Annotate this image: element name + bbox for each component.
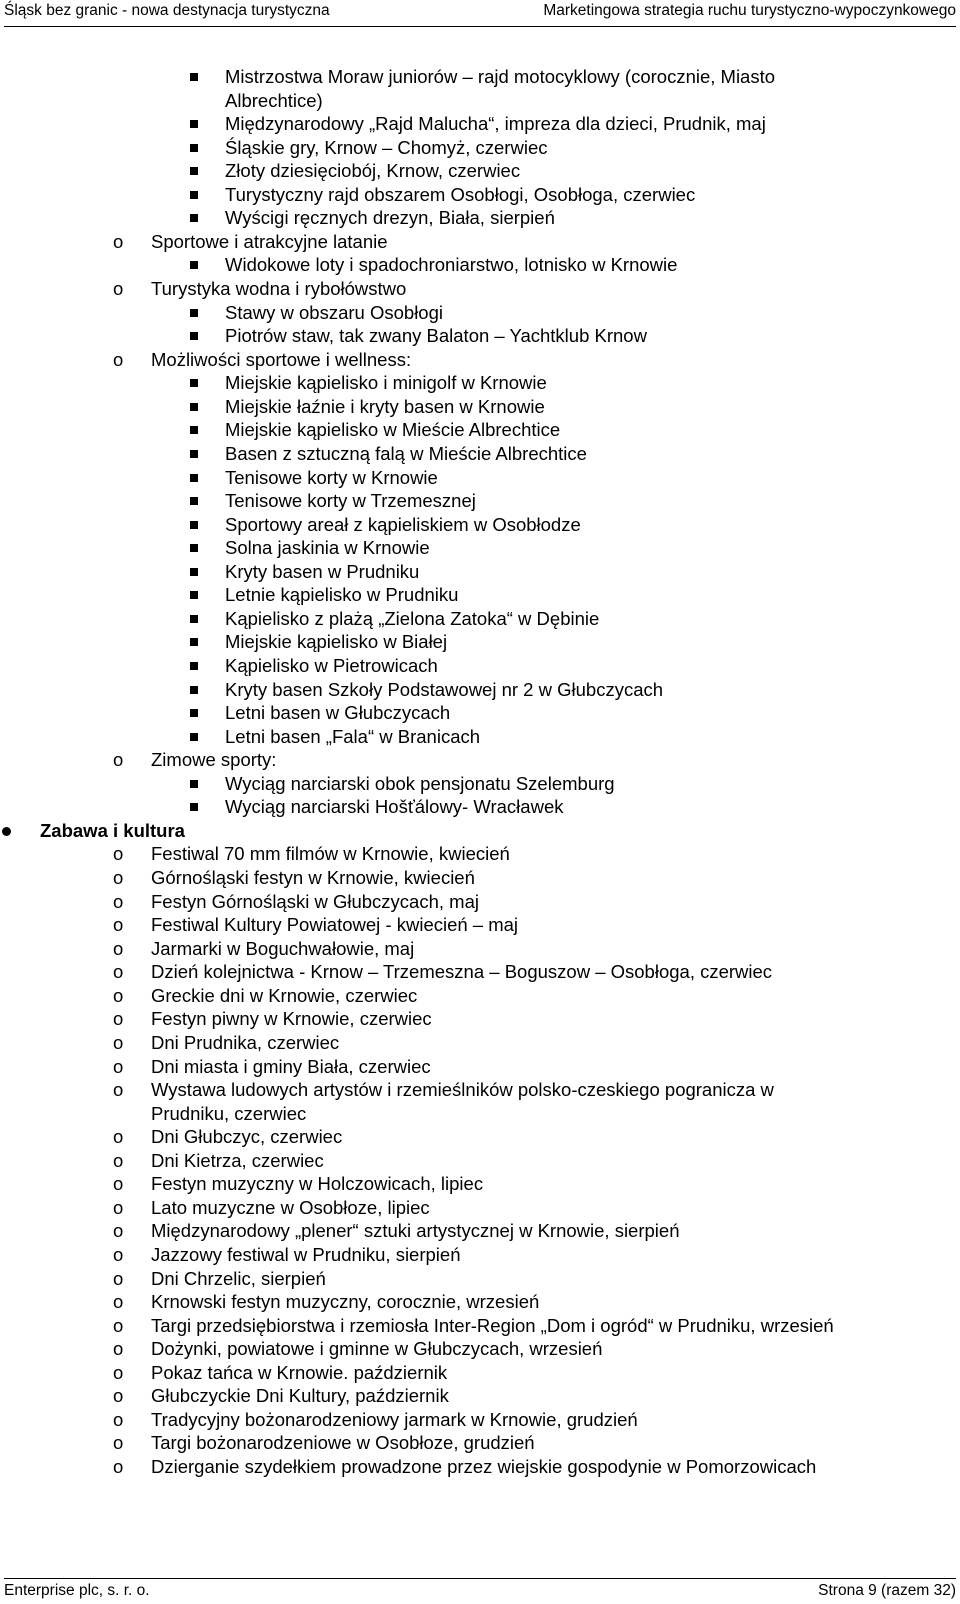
list-item-level-1 [0, 820, 960, 842]
list-item-level-3 [0, 537, 960, 559]
circle-bullet-icon: o [113, 1196, 124, 1218]
circle-bullet-icon: o [113, 937, 124, 959]
list-item-level-2 [0, 867, 960, 889]
list-item-text: Wyciąg narciarski Hošťálowy- Wracławek [225, 796, 564, 818]
list-item-level-2 [0, 1432, 960, 1454]
list-item-level-2 [0, 1150, 960, 1172]
square-bullet-icon [190, 403, 198, 411]
list-item-text: Targi bożonarodzeniowe w Osobłoze, grudzień [151, 1432, 535, 1454]
disc-bullet-icon [2, 827, 11, 836]
list-item-text: Stawy w obszaru Osobłogi [225, 301, 443, 323]
square-bullet-icon [190, 379, 198, 387]
footer-company: Enterprise plc, s. r. o. [4, 1582, 150, 1599]
list-item-text: Prudniku, czerwiec [151, 1102, 307, 1124]
circle-bullet-icon: o [113, 348, 124, 370]
circle-bullet-icon: o [113, 1008, 124, 1030]
list-item-text: Festyn piwny w Krnowie, czerwiec [151, 1008, 432, 1030]
list-item-level-2 [0, 1079, 960, 1101]
list-item-level-2 [0, 1315, 960, 1337]
circle-bullet-icon: o [113, 984, 124, 1006]
square-bullet-icon [190, 474, 198, 482]
list-item-text: Letnie kąpielisko w Prudniku [225, 584, 459, 606]
list-item-text: Targi przedsiębiorstwa i rzemiosła Inter-Region „Dom i ogród“ w Prudniku, wrzesień [151, 1314, 834, 1336]
list-item-text: Kąpielisko w Pietrowicach [225, 655, 438, 676]
list-item-level-3 [0, 631, 960, 653]
list-item-level-3 [0, 467, 960, 489]
list-item-text: Jarmarki w Boguchwałowie, maj [151, 937, 415, 959]
list-item-text: Międzynarodowy „plener“ sztuki artystycznej w Krnowie, sierpień [151, 1220, 680, 1242]
circle-bullet-icon: o [113, 1031, 124, 1053]
list-item-level-3 [0, 419, 960, 441]
circle-bullet-icon: o [113, 1385, 124, 1407]
list-item-text: Turystyka wodna i rybołówstwo [151, 278, 407, 300]
header-title-right: Marketingowa strategia ruchu turystyczno-wypoczynkowego [543, 2, 956, 19]
list-item-text: Solna jaskinia w Krnowie [225, 537, 430, 559]
list-item-text: Kryty basen Szkoły Podstawowej nr 2 w Głubczycach [225, 678, 664, 700]
list-item-level-3 [0, 726, 960, 748]
circle-bullet-icon: o [113, 1338, 124, 1360]
list-item-text: Głubczyckie Dni Kultury, październik [151, 1385, 449, 1407]
list-item-level-3 [0, 325, 960, 347]
list-item-text: Widokowe loty i spadochroniarstwo, lotnisko w Krnowie [225, 254, 678, 276]
list-item-text: Jazzowy festiwal w Prudniku, sierpień [151, 1244, 461, 1265]
list-item-level-2 [0, 985, 960, 1007]
list-item-level-2 [0, 914, 960, 936]
circle-bullet-icon: o [113, 1267, 124, 1289]
list-item-level-2 [0, 349, 960, 371]
list-item-text: Górnośląski festyn w Krnowie, kwiecień [151, 867, 475, 889]
footer-page-number: Strona 9 (razem 32) [818, 1582, 956, 1599]
list-item-level-3 [0, 396, 960, 418]
list-item-level-2 [0, 278, 960, 300]
square-bullet-icon [190, 568, 198, 576]
page-footer [4, 1578, 956, 1604]
circle-bullet-icon: o [113, 278, 124, 300]
square-bullet-icon [190, 615, 198, 623]
list-item-level-2 [0, 1126, 960, 1148]
list-item-text: Sportowe i atrakcyjne latanie [151, 230, 388, 252]
list-item-text: Wystawa ludowych artystów i rzemieślników polsko-czeskiego pogranicza w [151, 1079, 774, 1101]
list-item-text: Festyn muzyczny w Holczowicach, lipiec [151, 1173, 484, 1195]
list-item-level-3 [0, 584, 960, 606]
list-item-text: Tenisowe korty w Trzemesznej [225, 490, 476, 512]
list-item-text: Możliwości sportowe i wellness: [151, 348, 412, 370]
list-item-text: Dni Kietrza, czerwiec [151, 1149, 324, 1171]
list-item-continuation [0, 1103, 960, 1125]
list-item-text: Dni Głubczyc, czerwiec [151, 1126, 343, 1148]
square-bullet-icon [190, 426, 198, 434]
list-item-level-2 [0, 891, 960, 913]
list-item-level-3 [0, 608, 960, 630]
square-bullet-icon [190, 591, 198, 599]
list-item-text: Zabawa i kultura [40, 819, 185, 841]
list-item-level-2 [0, 1173, 960, 1195]
list-item-level-3 [0, 160, 960, 182]
list-item-text: Dożynki, powiatowe i gminne w Głubczycach, wrzesień [151, 1338, 603, 1360]
list-item-level-2 [0, 938, 960, 960]
square-bullet-icon [190, 521, 198, 529]
list-item-level-2 [0, 1008, 960, 1030]
circle-bullet-icon: o [113, 1126, 124, 1148]
list-item-text: Festiwal 70 mm filmów w Krnowie, kwiecień [151, 843, 510, 865]
list-item-level-2 [0, 1409, 960, 1431]
list-item-level-2 [0, 1338, 960, 1360]
square-bullet-icon [190, 144, 198, 152]
square-bullet-icon [190, 544, 198, 552]
list-item-text: Miejskie kąpielisko i minigolf w Krnowie [225, 372, 547, 394]
list-item-level-3 [0, 137, 960, 159]
list-item-level-3 [0, 514, 960, 536]
circle-bullet-icon: o [113, 1408, 124, 1430]
list-item-level-2 [0, 1056, 960, 1078]
list-item-level-3 [0, 679, 960, 701]
list-item-text: Tenisowe korty w Krnowie [225, 466, 438, 488]
square-bullet-icon [190, 803, 198, 811]
circle-bullet-icon: o [113, 749, 124, 771]
circle-bullet-icon: o [113, 1291, 124, 1313]
list-item-level-3 [0, 443, 960, 465]
circle-bullet-icon: o [113, 230, 124, 252]
circle-bullet-icon: o [113, 1361, 124, 1383]
list-item-level-2 [0, 1268, 960, 1290]
list-item-text: Letni basen w Głubczycach [225, 702, 451, 724]
list-item-level-2 [0, 1220, 960, 1242]
list-item-text: Miejskie łaźnie i kryty basen w Krnowie [225, 395, 545, 417]
square-bullet-icon [190, 686, 198, 694]
list-item-level-3 [0, 490, 960, 512]
list-item-level-3 [0, 254, 960, 276]
list-item-text: Dni Chrzelic, sierpień [151, 1267, 326, 1289]
list-item-text: Dni miasta i gminy Biała, czerwiec [151, 1055, 431, 1077]
circle-bullet-icon: o [113, 1314, 124, 1336]
list-item-level-3 [0, 66, 960, 88]
circle-bullet-icon: o [113, 890, 124, 912]
list-item-text: Pokaz tańca w Krnowie. październik [151, 1361, 448, 1383]
list-item-text: Tradycyjny bożonarodzeniowy jarmark w Krnowie, grudzień [151, 1408, 638, 1430]
square-bullet-icon [190, 120, 198, 128]
list-item-text: Międzynarodowy „Rajd Malucha“, impreza dla dzieci, Prudnik, maj [225, 113, 766, 135]
list-item-text: Mistrzostwa Moraw juniorów – rajd motocyklowy (corocznie, Miasto [225, 66, 776, 87]
list-item-level-3 [0, 773, 960, 795]
square-bullet-icon [190, 733, 198, 741]
circle-bullet-icon: o [113, 961, 124, 983]
square-bullet-icon [190, 497, 198, 505]
list-item-level-2 [0, 1197, 960, 1219]
list-item-level-2 [0, 961, 960, 983]
list-item-level-2 [0, 843, 960, 865]
list-item-text: Lato muzyczne w Osobłoze, lipiec [151, 1196, 430, 1218]
circle-bullet-icon: o [113, 843, 124, 865]
square-bullet-icon [190, 662, 198, 670]
list-item-text: Letni basen „Fala“ w Branicach [225, 725, 481, 747]
list-item-level-3 [0, 796, 960, 818]
list-item-text: Festyn Górnośląski w Głubczycach, maj [151, 890, 479, 912]
square-bullet-icon [190, 638, 198, 646]
square-bullet-icon [190, 450, 198, 458]
circle-bullet-icon: o [113, 1456, 124, 1478]
square-bullet-icon [190, 332, 198, 340]
square-bullet-icon [190, 167, 198, 175]
list-item-text: Śląskie gry, Krnow – Chomyż, czerwiec [225, 136, 548, 158]
list-item-text: Miejskie kąpielisko w Mieście Albrechtice [225, 419, 561, 441]
square-bullet-icon [190, 214, 198, 222]
list-item-text: Dni Prudnika, czerwiec [151, 1031, 340, 1053]
list-item-text: Piotrów staw, tak zwany Balaton – Yachtklub Krnow [225, 325, 647, 347]
page-header [4, 0, 956, 27]
list-item-level-3 [0, 655, 960, 677]
square-bullet-icon [190, 780, 198, 788]
list-item-level-2 [0, 1362, 960, 1384]
circle-bullet-icon: o [113, 914, 124, 936]
circle-bullet-icon: o [113, 867, 124, 889]
circle-bullet-icon: o [113, 1055, 124, 1077]
circle-bullet-icon: o [113, 1079, 124, 1101]
list-item-level-2 [0, 1244, 960, 1266]
list-item-text: Festiwal Kultury Powiatowej - kwiecień – maj [151, 914, 519, 936]
list-item-level-2 [0, 1456, 960, 1478]
square-bullet-icon [190, 191, 198, 199]
circle-bullet-icon: o [113, 1432, 124, 1454]
list-item-level-3 [0, 372, 960, 394]
list-item-level-3 [0, 113, 960, 135]
list-item-text: Złoty dziesięciobój, Krnow, czerwiec [225, 160, 521, 182]
circle-bullet-icon: o [113, 1173, 124, 1195]
square-bullet-icon [190, 709, 198, 717]
list-item-text: Turystyczny rajd obszarem Osobłogi, Osobłoga, czerwiec [225, 183, 696, 205]
list-item-continuation [0, 90, 960, 112]
list-item-text: Greckie dni w Krnowie, czerwiec [151, 984, 418, 1006]
list-item-text: Krnowski festyn muzyczny, corocznie, wrzesień [151, 1291, 540, 1313]
circle-bullet-icon: o [113, 1220, 124, 1242]
list-item-text: Dzień kolejnictwa - Krnow – Trzemeszna – Boguszow – Osobłoga, czerwiec [151, 961, 773, 983]
list-item-text: Albrechtice) [225, 89, 323, 111]
list-item-level-2 [0, 1032, 960, 1054]
list-item-text: Sportowy areał z kąpieliskiem w Osobłodze [225, 513, 581, 535]
list-item-text: Basen z sztuczną falą w Mieście Albrechtice [225, 442, 587, 464]
list-item-level-2 [0, 749, 960, 771]
list-item-level-3 [0, 302, 960, 324]
list-item-text: Wyścigi ręcznych drezyn, Biała, sierpień [225, 207, 555, 229]
list-item-text: Dzierganie szydełkiem prowadzone przez wiejskie gospodynie w Pomorzowicach [151, 1456, 817, 1478]
list-item-text: Miejskie kąpielisko w Białej [225, 631, 448, 653]
square-bullet-icon [190, 309, 198, 317]
square-bullet-icon [190, 261, 198, 269]
list-item-text: Wyciąg narciarski obok pensjonatu Szelemburg [225, 772, 615, 794]
circle-bullet-icon: o [113, 1149, 124, 1171]
list-item-text: Zimowe sporty: [151, 749, 277, 771]
list-item-level-3 [0, 184, 960, 206]
list-item-level-2 [0, 1291, 960, 1313]
list-item-text: Kryty basen w Prudniku [225, 560, 420, 582]
list-item-level-2 [0, 231, 960, 253]
square-bullet-icon [190, 73, 198, 81]
list-item-level-3 [0, 207, 960, 229]
list-item-level-2 [0, 1385, 960, 1407]
list-item-level-3 [0, 561, 960, 583]
list-item-text: Kąpielisko z plażą „Zielona Zatoka“ w Dębinie [225, 607, 600, 629]
list-item-level-3 [0, 702, 960, 724]
circle-bullet-icon: o [113, 1244, 124, 1265]
header-title-left: Śląsk bez granic - nowa destynacja turystyczna [4, 2, 330, 19]
